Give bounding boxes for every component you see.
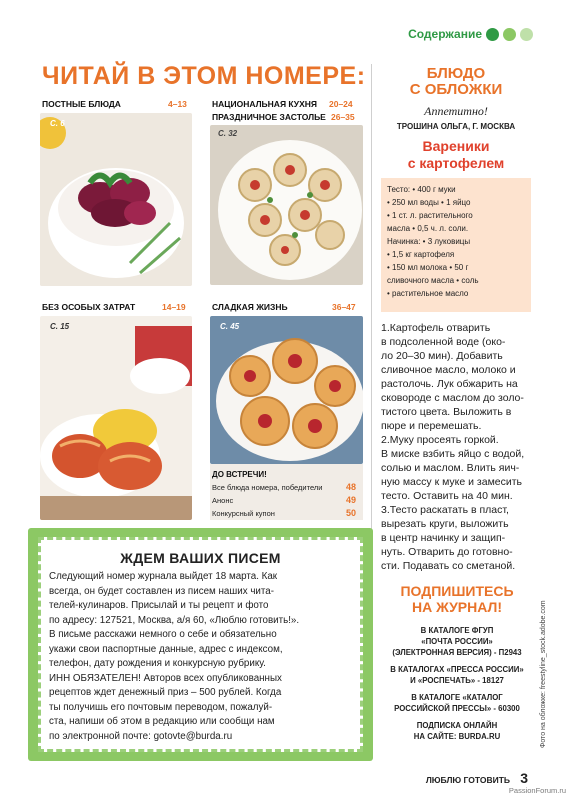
- until-next-page: 49: [346, 495, 357, 505]
- page-tag: С. 15: [50, 322, 70, 331]
- recipe-step-line: сти. Подавать со сметаной.: [381, 560, 516, 572]
- section-pages: 26–35: [331, 112, 355, 122]
- ingredients-box: [381, 178, 531, 312]
- subscribe-line: РОССИЙСКОЙ ПРЕССЫ» - 60300: [394, 704, 520, 713]
- section-title: НАЦИОНАЛЬНАЯ КУХНЯ: [212, 99, 318, 109]
- section-pages: 20–24: [329, 99, 353, 109]
- subscribe-info: [375, 625, 539, 742]
- subscribe-title: ПОДПИШИТЕСЬ: [400, 583, 514, 599]
- recipe-step-line: пюре и перемешать.: [381, 420, 482, 432]
- section-title: ПРАЗДНИЧНОЕ ЗАСТОЛЬЕ: [212, 112, 326, 122]
- subscribe-line: «ПОЧТА РОССИИ»: [421, 637, 493, 646]
- section-pages: 4–13: [168, 99, 187, 109]
- donuts-photo: [210, 316, 363, 464]
- page-number: 3: [520, 770, 528, 786]
- cover-dish-tagline: Аппетитно!: [424, 104, 488, 118]
- recipe-step-line: тистого цвета. Выложить в: [381, 406, 512, 418]
- photo-credit: Фото на обложке: freestyline_stock.adobe.com: [540, 600, 547, 748]
- letters-line: телефон, дату рождения и конкурсную рубрику.: [49, 658, 266, 669]
- until-next-page: 48: [346, 482, 357, 492]
- until-next-title: ДО ВСТРЕЧИ!: [212, 470, 267, 479]
- until-next-item: Конкурсный купон: [212, 509, 275, 518]
- letters-line: всегда, он будет составлен из писем наших чита-: [49, 585, 274, 597]
- recipe-step-line: 2.Муку просеять горкой.: [381, 434, 499, 446]
- cover-dish-heading: БЛЮДО: [426, 65, 486, 82]
- footer-magazine-name: ЛЮБЛЮ ГОТОВИТЬ: [425, 775, 510, 785]
- column-divider: [371, 64, 372, 569]
- letters-line: рецептов ждет денежный приз – 500 рублей. Когда: [49, 687, 282, 698]
- ingredient-line: • 1,5 кг картофеля: [387, 250, 455, 259]
- cover-dish-author: ТРОШИНА ОЛЬГА, Г. МОСКВА: [396, 122, 516, 131]
- subscribe-line: В КАТАЛОГЕ ФГУП: [420, 626, 494, 635]
- header-dot: [486, 28, 499, 41]
- dish-name: с картофелем: [407, 155, 505, 171]
- letters-line: укажи свои паспортные данные, адрес с индексом,: [49, 643, 283, 655]
- recipe-step-line: вырезать круги, выложить: [381, 518, 509, 530]
- letters-line: ты получишь его почтовым переводом, пожалуй-: [49, 701, 273, 713]
- page-tag: С. 45: [220, 322, 240, 331]
- recipe-step-line: в подсоленной воде (око-: [381, 336, 506, 348]
- recipe-step-line: в центр начинку и защип-: [381, 532, 506, 544]
- recipe-step-line: ную массу к муке и замесить: [381, 476, 523, 488]
- ingredient-line: • 250 мл воды • 1 яйцо: [387, 198, 471, 207]
- chicken-rolls-photo: [210, 125, 363, 285]
- recipe-step-line: растолочь. Лук обжарить на: [381, 378, 518, 390]
- section-title: ПОСТНЫЕ БЛЮДА: [42, 99, 121, 109]
- recipe-step-line: 3.Тесто раскатать в пласт,: [381, 504, 509, 516]
- subscribe-line: ПОДПИСКА ОНЛАЙН: [416, 721, 498, 730]
- subscribe-line: (ЭЛЕКТРОННАЯ ВЕРСИЯ) - П2943: [392, 648, 522, 657]
- letters-line: Следующий номер журнала выйдет 18 марта. Как: [49, 571, 278, 582]
- recipe-step-line: сковороде с маслом до золо-: [381, 392, 524, 404]
- letters-line: по адресу: 127521, Москва, а/я 60, «Люблю готовить!».: [49, 614, 300, 626]
- letters-box: [38, 537, 363, 752]
- letters-line: по электронной почте: gotovte@burda.ru: [49, 730, 233, 742]
- subscribe-line: В КАТАЛОГЕ «КАТАЛОГ: [411, 693, 503, 702]
- ingredient-line: сливочного масла • соль: [387, 276, 479, 285]
- ingredient-line: • 150 мл молока • 50 г: [387, 263, 469, 272]
- subscribe-line: В КАТАЛОГАХ «ПРЕССА РОССИИ»: [390, 665, 524, 674]
- recipe-step-line: солью и маслом. Влить яич-: [381, 462, 520, 474]
- cabbage-rolls-photo: [40, 316, 192, 520]
- recipe-step-line: сливочное масло, молоко и: [381, 364, 516, 376]
- recipe-step-line: тесто. Оставить на 40 мин.: [381, 490, 513, 502]
- ingredient-line: • 1 ст. л. растительного: [387, 211, 473, 220]
- letters-line: В письме расскажи немного о себе и обязательно: [49, 629, 277, 640]
- page-tag: С. 6: [50, 119, 65, 128]
- letters-text: [49, 570, 360, 744]
- recipe-step-line: 1.Картофель отварить: [381, 322, 491, 334]
- ingredient-line: Начинка: • 3 луковицы: [387, 237, 471, 246]
- header-dot: [503, 28, 516, 41]
- letters-line: ста, напиши об этом в редакцию или сообщи нам: [49, 716, 275, 727]
- section-pages: 14–19: [162, 302, 186, 312]
- letters-line: ИНН ОБЯЗАТЕЛЕН! Авторов всех опубликованных: [49, 672, 282, 684]
- recipe-step-line: В миске взбить яйцо с водой,: [381, 448, 525, 460]
- recipe-step-line: ло 20–30 мин). Добавить: [381, 350, 503, 362]
- contents-label: Содержание: [408, 27, 482, 41]
- letters-title: ЖДЕМ ВАШИХ ПИСЕМ: [120, 550, 281, 566]
- page-tag: С. 32: [218, 129, 238, 138]
- recipe-step-line: нуть. Отварить до готовно-: [381, 546, 513, 558]
- until-next-item: Все блюда номера, победители: [212, 483, 323, 492]
- until-next-page: 50: [346, 508, 357, 518]
- subscribe-line: НА САЙТЕ: BURDA.RU: [413, 732, 501, 741]
- ingredient-line: Тесто: • 400 г муки: [387, 185, 456, 194]
- subscribe-title: НА ЖУРНАЛ!: [411, 599, 503, 615]
- subscribe-line: И «РОСПЕЧАТЬ» - 18127: [410, 676, 504, 685]
- page-headline: ЧИТАЙ В ЭТОМ НОМЕРЕ:: [42, 62, 366, 90]
- letters-line: телей-кулинаров. Присылай и ты рецепт и фото: [49, 600, 269, 611]
- ingredient-line: масла • 0,5 ч. л. соли.: [387, 224, 469, 233]
- section-title: БЕЗ ОСОБЫХ ЗАТРАТ: [42, 302, 136, 312]
- until-next-item: Анонс: [212, 496, 234, 505]
- recipe-steps: [381, 321, 533, 573]
- ingredient-line: • растительное масло: [387, 289, 469, 298]
- beet-salad-photo: [40, 113, 192, 286]
- ingredients-list: [381, 178, 531, 305]
- section-pages: 36–47: [332, 302, 356, 312]
- cover-dish-heading: С ОБЛОЖКИ: [409, 81, 503, 98]
- dish-name: Вареники: [422, 138, 490, 154]
- header-dot: [520, 28, 533, 41]
- section-title: СЛАДКАЯ ЖИЗНЬ: [212, 302, 288, 312]
- watermark: PassionForum.ru: [508, 786, 566, 795]
